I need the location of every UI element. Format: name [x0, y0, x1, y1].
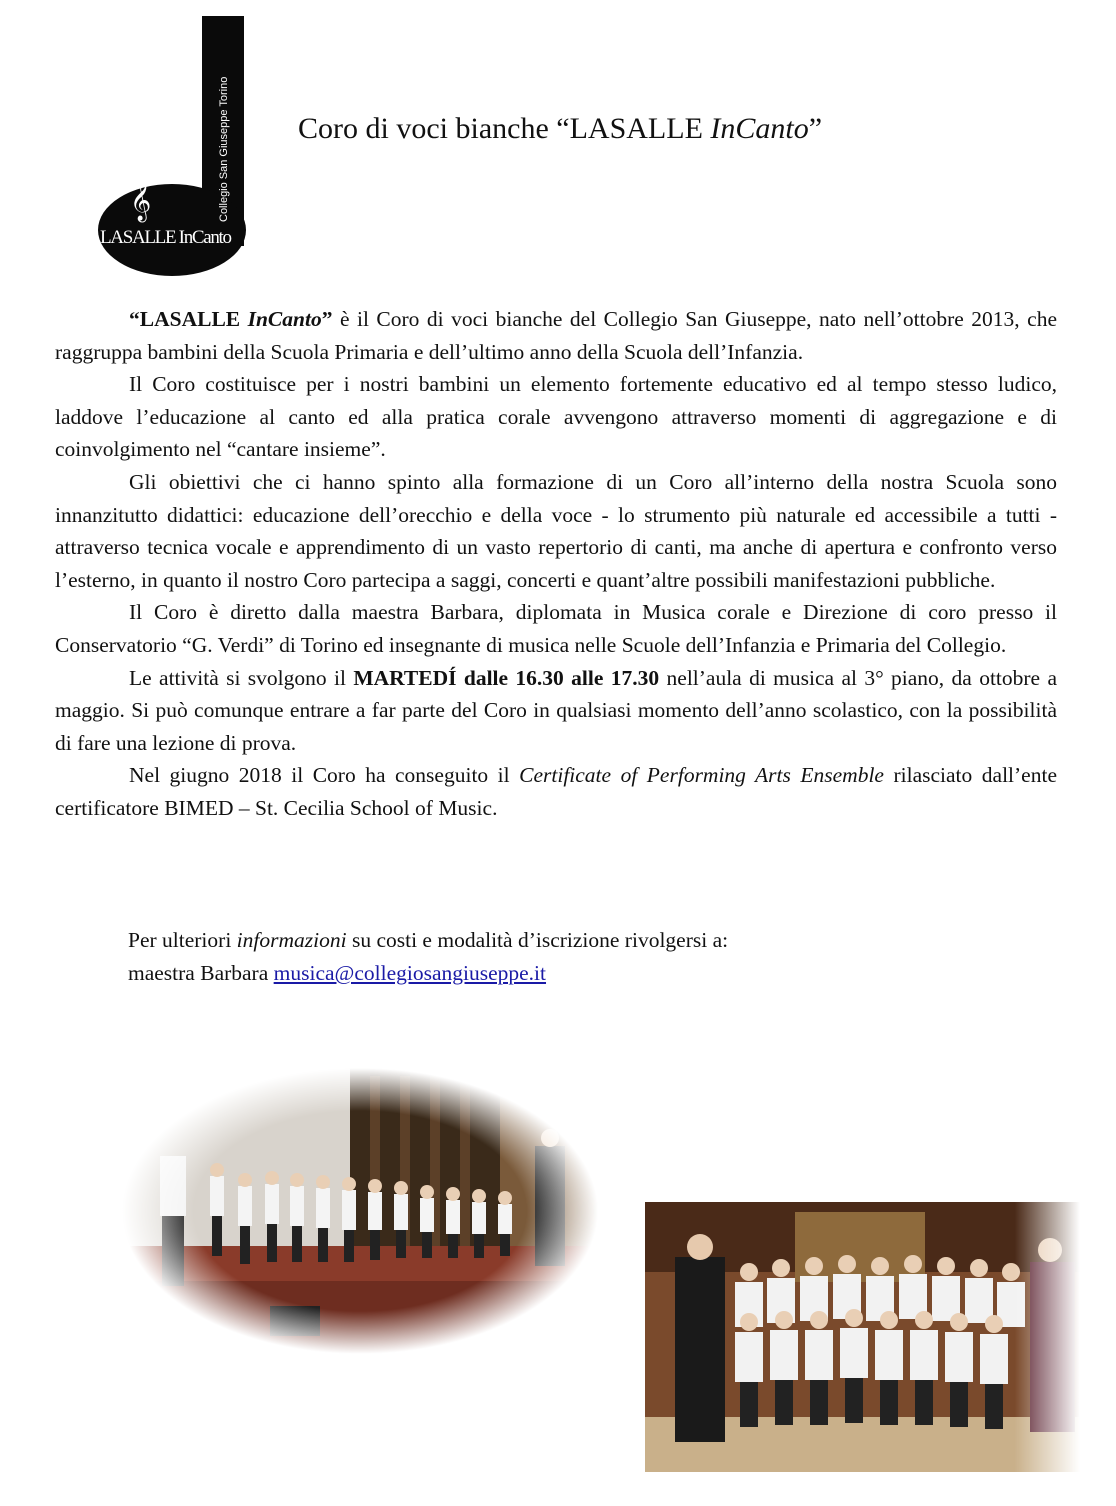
- paragraph-director: Il Coro è diretto dalla maestra Barbara, diplomata in Musica corale e Direzione di coro presso il Conservatorio “G. Verdi” di Torino ed insegnante di musica nelle Scuole dell’Infanzia e Primaria del Collegio.: [55, 600, 1057, 657]
- paragraph-certificate: [55, 759, 1057, 824]
- contact-info: [128, 924, 728, 990]
- logo-vertical-text: Collegio San Giuseppe Torino: [218, 76, 230, 222]
- p1-bold-close: ”: [321, 307, 333, 331]
- page-title: [298, 112, 822, 146]
- p1-bold-italic: InCanto: [247, 307, 322, 331]
- p5-a: Le attività si svolgono il: [129, 665, 354, 690]
- paragraph-educational: Il Coro costituisce per i nostri bambini un elemento fortemente educativo ed al tempo stesso ludico, laddove l’educazione al canto ed alla pratica corale avvengono attraverso momenti di aggregazione e di coinvolgimento nel “cantare insieme”.: [55, 372, 1057, 462]
- paragraph-intro: [55, 303, 1057, 368]
- lasalle-incanto-logo: [96, 16, 256, 278]
- title-prefix: Coro di voci bianche “LASALLE: [298, 112, 711, 145]
- contact-line-1: [128, 924, 728, 957]
- p5-c: nell’aula di musica al 3° piano, da ottobre a maggio. Si può comunque entrare a far parte del Coro in qualsiasi momento dell’anno scolastico, con la possibilità di fare una lezione di prova.: [55, 665, 1058, 755]
- logo-brand-text: LASALLE InCanto: [100, 227, 232, 248]
- p6-certificate-name: Certificate of Performing Arts Ensemble: [519, 763, 884, 788]
- p6-b: rilasciato dall’ente certificatore BIMED – St. Cecilia School of Music.: [55, 763, 1057, 820]
- p5-b: [457, 666, 464, 690]
- email-link[interactable]: musica@collegiosangiuseppe.it: [273, 961, 547, 985]
- contact-line1-b: su costi e modalità d’iscrizione rivolgersi a:: [346, 928, 729, 952]
- body-text: [55, 303, 1057, 825]
- p5-day: MARTEDÍ: [353, 665, 457, 690]
- church-choir-photo: [645, 1202, 1080, 1472]
- stage-choir-photo: [120, 1066, 600, 1356]
- contact-line-2: [128, 957, 728, 990]
- title-suffix: ”: [808, 112, 823, 145]
- treble-clef-icon: 𝄞: [130, 180, 152, 221]
- p1-bold-open: “LASALLE: [129, 307, 248, 331]
- contact-line2-a: maestra Barbara: [128, 961, 274, 985]
- paragraph-schedule: [55, 662, 1057, 760]
- p6-a: Nel giugno 2018 il Coro ha conseguito il: [129, 763, 520, 788]
- contact-line1-italic: informazioni: [236, 928, 347, 952]
- p5-hours: dalle 16.30 alle 17.30: [463, 665, 660, 690]
- paragraph-objectives: Gli obiettivi che ci hanno spinto alla formazione di un Coro all’interno della nostra Scuola sono innanzitutto didattici: educazione dell’orecchio e della voce - lo strumento più naturale ed accessibile a tutti - attraverso tecnica vocale e apprendimento di un vasto repertorio di canti, ma anche di apertura e confronto verso l’esterno, in quanto il nostro Coro partecipa a saggi, concerti e quant’altre possibili manifestazioni pubbliche.: [55, 469, 1057, 592]
- p1-text: è il Coro di voci bianche del Collegio San Giuseppe, nato nell’ottobre 2013, che raggruppa bambini della Scuola Primaria e dell’ultimo anno della Scuola dell’Infanzia.: [55, 307, 1057, 364]
- title-italic: InCanto: [710, 112, 809, 145]
- contact-line1-a: Per ulteriori: [128, 928, 237, 952]
